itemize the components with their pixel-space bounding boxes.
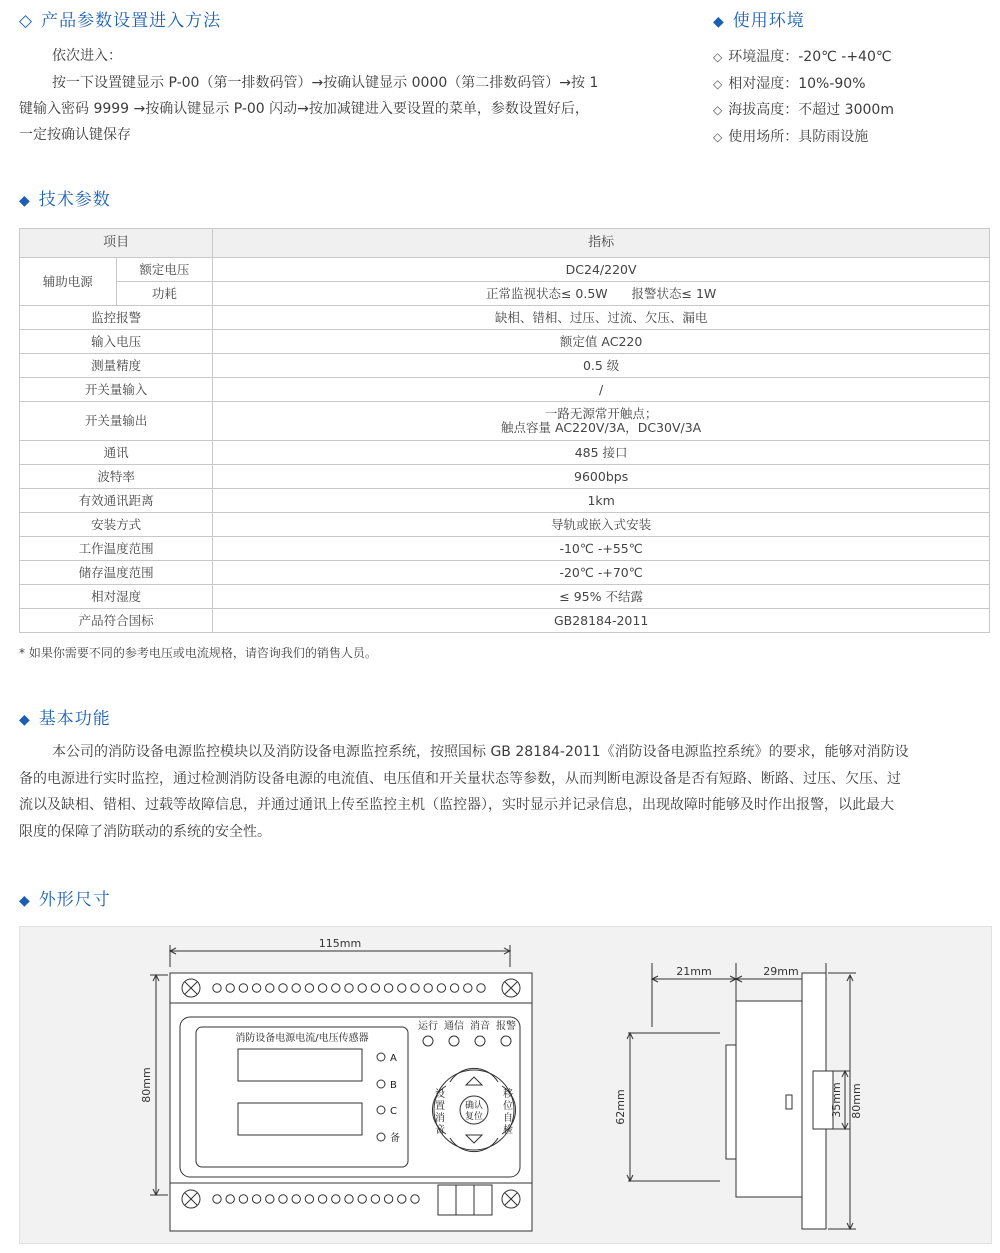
cell-name: 功耗 <box>116 282 213 306</box>
cell-value: -20℃ -+70℃ <box>213 561 990 585</box>
table-row <box>20 441 990 465</box>
hollow-diamond-icon: ◇ <box>713 130 723 144</box>
functions-line-4: 限度的保障了消防联动的系统的安全性。 <box>19 824 271 840</box>
cell-value: 正常监视状态≤ 0.5W 报警状态≤ 1W <box>213 282 990 306</box>
table-row <box>20 306 990 330</box>
cell-value: DC24/220V <box>213 258 990 282</box>
cell-name: 相对湿度 <box>20 585 213 609</box>
table-row <box>20 585 990 609</box>
key-left-char: 消 <box>435 1113 445 1124</box>
channel-a: A <box>390 1053 397 1064</box>
cell-value-line: 触点容量 AC220V/3A，DC30V/3A <box>501 420 702 435</box>
side-height-1: 62mm <box>614 1089 627 1125</box>
cell-value: -10℃ -+55℃ <box>213 537 990 561</box>
method-line-2: 键输入密码 9999 →按确认键显示 P-00 闪动→按加减键进入要设置的菜单，参数设置好后， <box>19 101 589 117</box>
indicator-run: 运行 <box>418 1021 438 1032</box>
functions-title: ◆ 基本功能 <box>19 709 111 729</box>
cell-name: 波特率 <box>20 465 213 489</box>
dimension-svg <box>20 927 991 1243</box>
cell-value: ≤ 95% 不结露 <box>213 585 990 609</box>
hollow-diamond-icon: ◇ <box>19 11 34 31</box>
cell-value-line: 一路无源常开触点； <box>544 406 658 421</box>
diamond-icon: ◆ <box>713 14 725 30</box>
hollow-diamond-icon: ◇ <box>713 77 723 91</box>
cell-name: 输入电压 <box>20 330 213 354</box>
env-item: ◇ 环境温度：-20℃ -+40℃ <box>713 49 892 65</box>
diamond-icon: ◆ <box>19 712 31 728</box>
tech-title: ◆ 技术参数 <box>19 190 111 210</box>
cell-value: 9600bps <box>213 465 990 489</box>
key-center-line: 复位 <box>464 1112 484 1122</box>
front-width-label: 115mm <box>318 937 362 950</box>
cell-value: 0.5 级 <box>213 354 990 378</box>
env-item: ◇ 相对湿度：10%-90% <box>713 76 866 92</box>
front-height-label: 80mm <box>140 1067 153 1103</box>
env-item: ◇ 海拔高度：不超过 3000m <box>713 102 894 118</box>
cell-name: 监控报警 <box>20 306 213 330</box>
environment-title: ◆ 使用环境 <box>713 11 805 31</box>
cell-name: 安装方式 <box>20 513 213 537</box>
table-row <box>20 561 990 585</box>
channel-c: C <box>390 1106 397 1117</box>
spec-table <box>19 228 990 633</box>
indicator-comm: 通信 <box>444 1021 464 1032</box>
key-left-char: 置 <box>435 1101 445 1112</box>
table-row <box>20 489 990 513</box>
cell-value: / <box>213 378 990 402</box>
cell-name: 工作温度范围 <box>20 537 213 561</box>
side-width-2: 29mm <box>763 965 799 978</box>
functions-line-1: 本公司的消防设备电源监控模块以及消防设备电源监控系统，按照国标 GB 28184-2011《消防设备电源监控系统》的要求，能够对消防设 <box>52 744 909 760</box>
cell-value: 额定值 AC220 <box>213 330 990 354</box>
key-center-line: 确认 <box>464 1101 484 1111</box>
cell-value: 导轨或嵌入式安装 <box>213 513 990 537</box>
key-right-char: 移 <box>503 1089 513 1100</box>
key-left-char: 音 <box>435 1125 445 1136</box>
table-row <box>20 609 990 633</box>
cell-value <box>213 402 990 441</box>
key-right-char: 检 <box>503 1125 513 1136</box>
table-note: * 如果你需要不同的参考电压或电流规格，请咨询我们的销售人员。 <box>19 646 377 660</box>
key-right-char: 位 <box>503 1101 513 1112</box>
table-row <box>20 402 990 441</box>
method-intro: 依次进入： <box>52 48 122 64</box>
side-height-2: 35mm <box>830 1082 843 1118</box>
table-row <box>20 513 990 537</box>
cell-name: 开关量输入 <box>20 378 213 402</box>
env-item: ◇ 使用场所：具防雨设施 <box>713 129 869 145</box>
table-row <box>20 354 990 378</box>
aux-power-label: 辅助电源 <box>20 258 117 306</box>
table-header-row <box>20 229 990 258</box>
method-line-1: 按一下设置键显示 P-00（第一排数码管）→按确认键显示 0000（第二排数码管）→按 1 <box>52 75 599 91</box>
table-row <box>20 258 990 282</box>
cell-name: 测量精度 <box>20 354 213 378</box>
table-row <box>20 330 990 354</box>
cell-name: 通讯 <box>20 441 213 465</box>
hollow-diamond-icon: ◇ <box>713 50 723 64</box>
side-width-1: 21mm <box>676 965 712 978</box>
cell-name: 开关量输出 <box>20 402 213 441</box>
cell-value: 1km <box>213 489 990 513</box>
cell-name: 有效通讯距离 <box>20 489 213 513</box>
functions-line-2: 备的电源进行实时监控，通过检测消防设备电源的电流值、电压值和开关量状态等参数，从而判断电源设备是否有短路、断路、过压、欠压、过 <box>19 771 901 787</box>
header-item: 项目 <box>20 229 213 258</box>
channel-backup: 备 <box>390 1133 400 1144</box>
method-title: ◇ 产品参数设置进入方法 <box>19 11 222 31</box>
diamond-icon: ◆ <box>19 193 31 209</box>
hollow-diamond-icon: ◇ <box>713 103 723 117</box>
header-index: 指标 <box>213 229 990 258</box>
cell-name: 产品符合国标 <box>20 609 213 633</box>
side-height-3: 80mm <box>850 1083 863 1119</box>
cell-value: GB28184-2011 <box>213 609 990 633</box>
indicator-mute: 消音 <box>470 1021 490 1032</box>
table-row <box>20 282 990 306</box>
method-line-3: 一定按确认键保存 <box>19 127 131 143</box>
key-left-char: 设 <box>435 1089 445 1100</box>
cell-value: 缺相、错相、过压、过流、欠压、漏电 <box>213 306 990 330</box>
table-row <box>20 465 990 489</box>
indicator-alarm: 报警 <box>496 1021 516 1032</box>
dimensions-title: ◆ 外形尺寸 <box>19 890 111 910</box>
cell-name: 额定电压 <box>116 258 213 282</box>
key-right-char: 自 <box>503 1113 513 1124</box>
cell-name: 储存温度范围 <box>20 561 213 585</box>
cell-value: 485 接口 <box>213 441 990 465</box>
channel-b: B <box>390 1080 397 1091</box>
functions-line-3: 流以及缺相、错相、过载等故障信息，并通过通讯上传至监控主机（监控器），实时显示并记录信息，出现故障时能够及时作出报警，以此最大 <box>19 797 894 813</box>
table-row <box>20 378 990 402</box>
table-row <box>20 537 990 561</box>
diamond-icon: ◆ <box>19 893 31 909</box>
dimension-drawing <box>19 926 992 1244</box>
panel-title: 消防设备电源电流/电压传感器 <box>235 1033 369 1044</box>
